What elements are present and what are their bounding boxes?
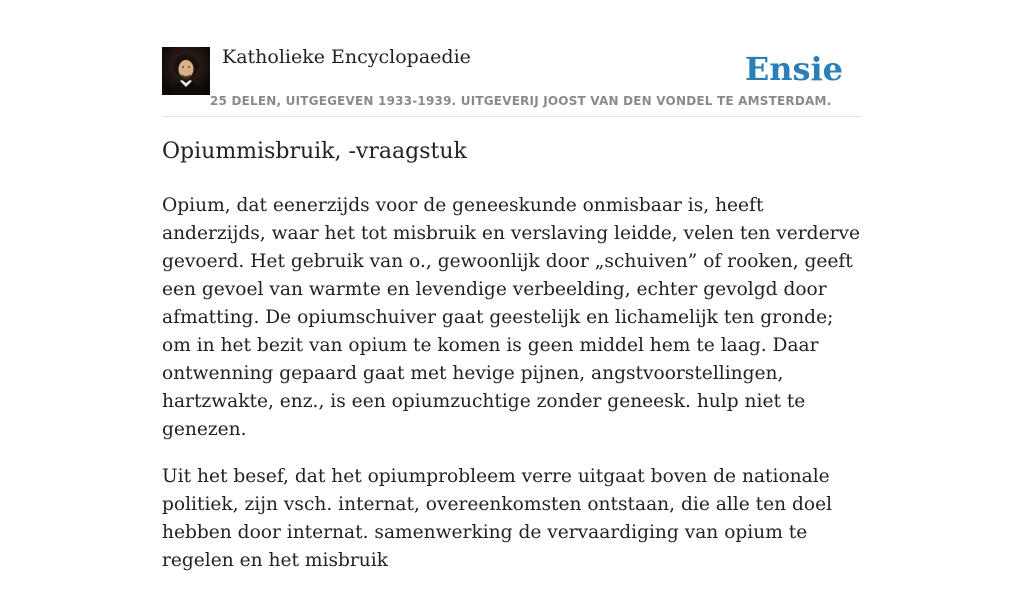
publication-subtitle: 25 DELEN, UITGEGEVEN 1933-1939. UITGEVERIJ JOOST VAN DEN VONDEL TE AMSTERDAM. — [210, 94, 832, 108]
ensie-logo[interactable]: Ensie — [744, 50, 843, 88]
article-paragraph: Opium, dat eenerzijds voor de geneeskunde onmisbaar is, heeft anderzijds, waar het tot misbruik en verslaving leidde, velen ten verderve gevoerd. Het gebruik van o., gewoonlijk door „schuiven” of rooken, geeft een gevoel van warmte en levendige verbeelding, echter gevolgd door afmatting. De opiumschuiver gaat geestelijk en lichamelijk ten gronde; om in het bezit van opium te komen is geen middel hem te laag. Daar ontwenning gepaard gaat met hevige pijnen, angstvoorstellingen, hartzwakte, enz., is een opiumzuchtige zonder geneesk. hulp niet te genezen. — [162, 195, 860, 440]
publication-header — [162, 44, 862, 117]
article-title: Opiummisbruik, -vraagstuk — [162, 139, 467, 164]
publication-title[interactable]: Katholieke Encyclopaedie — [222, 46, 471, 68]
portrait-avatar-icon[interactable] — [162, 47, 210, 95]
article-body — [162, 192, 868, 594]
article-paragraph: Uit het besef, dat het opiumprobleem verre uitgaat boven de nationale politiek, zijn vsch. internat, overeenkomsten ontstaan, die alle ten doel hebben door internat. samenwerking de vervaardiging van opium te regelen en het misbruik — [162, 466, 833, 571]
